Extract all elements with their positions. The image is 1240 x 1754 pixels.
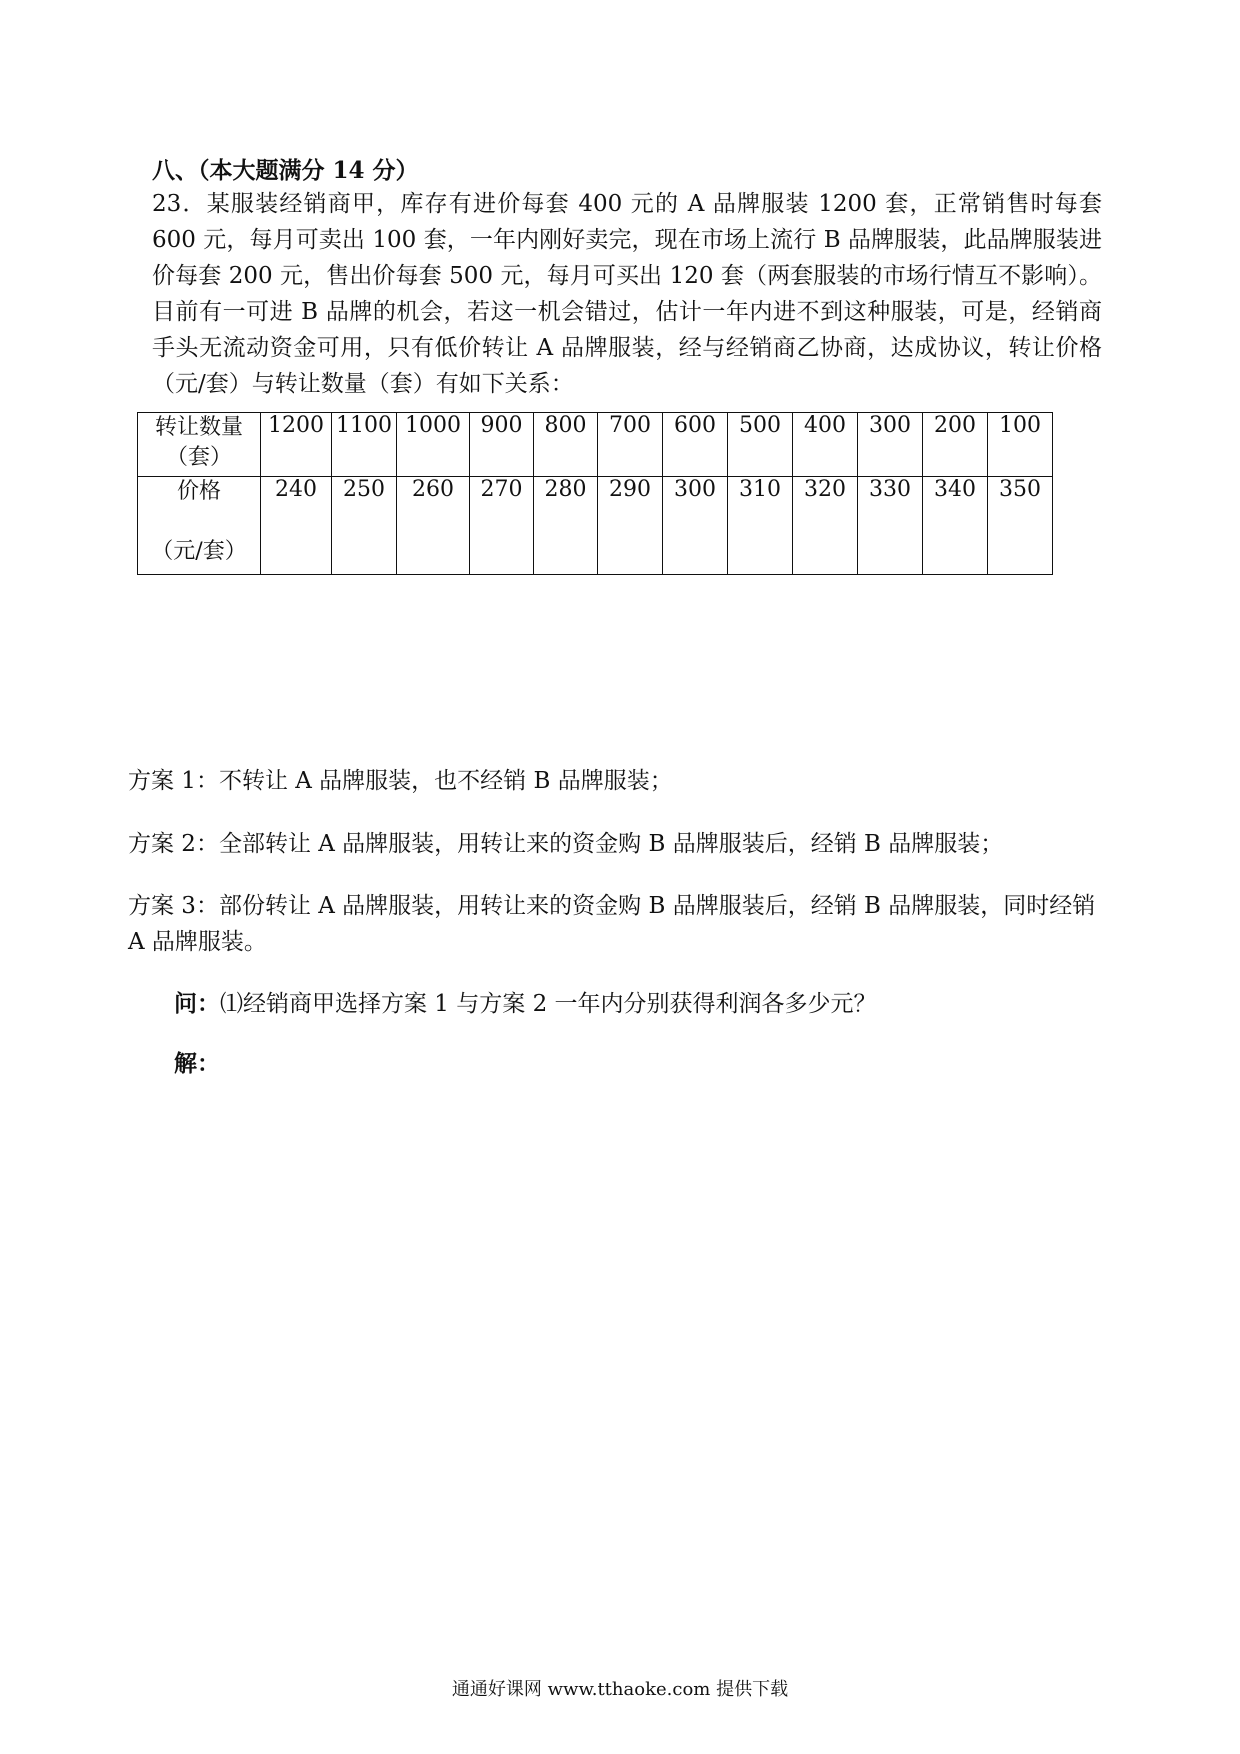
price-cell: 320 <box>793 477 858 575</box>
price-cell: 330 <box>858 477 923 575</box>
plan-1: 方案 1：不转让 A 品牌服装，也不经销 B 品牌服装； <box>128 768 673 794</box>
table-row-quantity <box>138 413 1053 477</box>
section-title: 八、（本大题满分 14 分） <box>152 157 419 184</box>
question <box>174 985 877 1018</box>
price-cell: 300 <box>663 477 728 575</box>
quantity-cell: 300 <box>858 413 923 477</box>
answer-label: 解： <box>174 1050 220 1077</box>
quantity-cell: 600 <box>663 413 728 477</box>
question-label: 问： <box>174 990 220 1017</box>
quantity-header-unit: （套） <box>165 445 232 470</box>
quantity-cell: 500 <box>728 413 793 477</box>
table-row-price <box>138 477 1053 575</box>
price-cell: 340 <box>923 477 988 575</box>
price-header-unit: （元/套） <box>151 539 247 564</box>
price-cell: 280 <box>534 477 598 575</box>
quantity-cell: 800 <box>534 413 598 477</box>
quantity-cell: 700 <box>598 413 663 477</box>
quantity-cell: 100 <box>988 413 1053 477</box>
quantity-header-cell <box>138 413 261 477</box>
problem-statement: 23．某服装经销商甲，库存有进价每套 400 元的 A 品牌服装 1200 套，正常销售时每套 600 元，每月可卖出 100 套，一年内刚好卖完，现在市场上流行 B 品牌服装，此品牌服装进价每套 200 元，售出价每套 500 元，每月可买出 120 套（两套服装的市场行情互不影响）。目前有一可进 B 品牌的机会，若这一机会错过，估计一年内进不到这种服装，可是，经销商手头无流动资金可用，只有低价转让 A 品牌服装，经与经销商乙协商，达成协议，转让价格（元/套）与转让数量（套）有如下关系： <box>152 191 1102 397</box>
plan-2: 方案 2：全部转让 A 品牌服装，用转让来的资金购 B 品牌服装后，经销 B 品牌服装； <box>128 831 1004 857</box>
quantity-cell: 1000 <box>397 413 470 477</box>
quantity-cell: 1200 <box>261 413 332 477</box>
price-cell: 270 <box>470 477 534 575</box>
price-cell: 260 <box>397 477 470 575</box>
price-cell: 310 <box>728 477 793 575</box>
quantity-header-label: 转让数量 <box>154 415 243 440</box>
price-header-label: 价格 <box>176 479 221 504</box>
quantity-cell: 400 <box>793 413 858 477</box>
price-cell: 240 <box>261 477 332 575</box>
price-cell: 350 <box>988 477 1053 575</box>
page-footer: 通通好课网 www.tthaoke.com 提供下载 <box>451 1679 789 1700</box>
question-text: ⑴经销商甲选择方案 1 与方案 2 一年内分别获得利润各多少元？ <box>220 991 877 1017</box>
transfer-price-table <box>137 412 1053 575</box>
quantity-cell: 200 <box>923 413 988 477</box>
quantity-cell: 1100 <box>332 413 397 477</box>
quantity-cell: 900 <box>470 413 534 477</box>
plan-3: 方案 3：部份转让 A 品牌服装，用转让来的资金购 B 品牌服装后，经销 B 品牌服装，同时经销 A 品牌服装。 <box>128 893 1096 955</box>
price-cell: 290 <box>598 477 663 575</box>
price-cell: 250 <box>332 477 397 575</box>
price-header-cell <box>138 477 261 575</box>
